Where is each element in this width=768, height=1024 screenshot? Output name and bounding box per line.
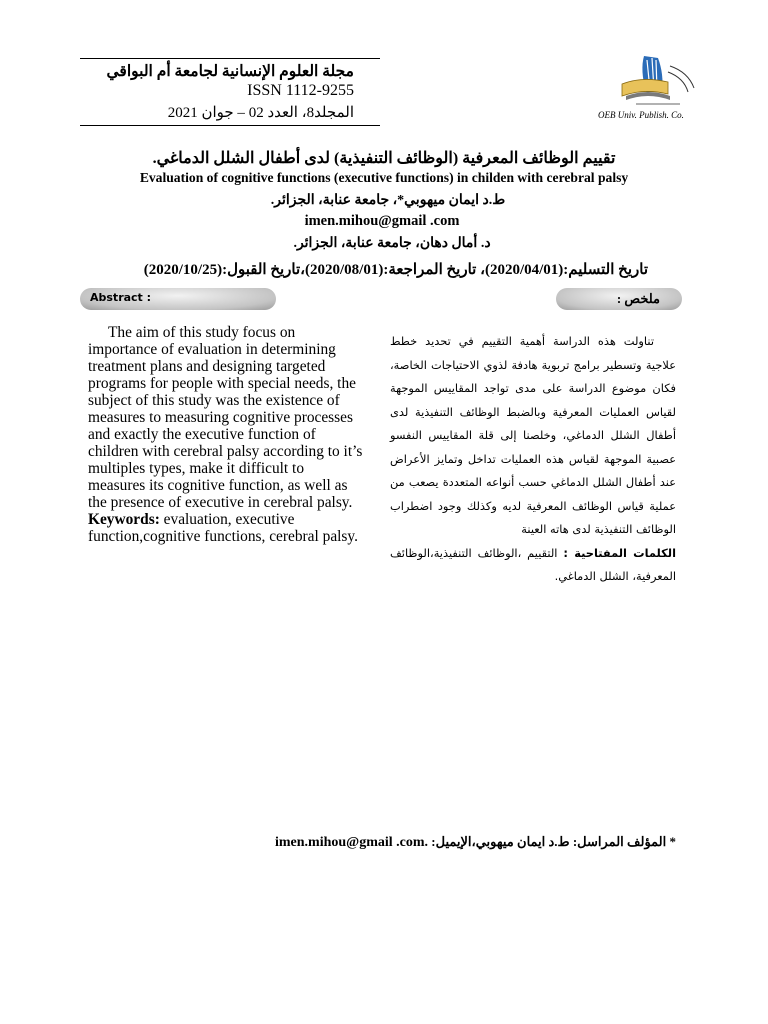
abstract-label-pill <box>80 288 276 310</box>
keywords-arabic-label: الكلمات المفتاحية : <box>563 545 676 560</box>
volume-issue: المجلد8، العدد 02 – جوان 2021 <box>167 105 354 121</box>
corresponding-author-footnote <box>275 834 676 851</box>
abstract-label: Abstract : <box>90 291 152 304</box>
header-bottom-rule <box>80 125 380 126</box>
university-emblem-icon <box>592 52 704 110</box>
abstract-english <box>88 324 364 545</box>
abstract-arabic-body: تناولت هذه الدراسة أهمية التقييم في تحديد خطط علاجية وتسطير برامج تربوية هادفة لذوي الاحتياجات الخاصة، فكان موضوع الدراسة على مدى تواجد المقاييس الموجهة لقياس العمليات المعرفية وبالضبط الوظائف التنفيذية لدى أطفال الشلل الدماغي، وخلصنا إلى قلة المقاييس النفسو عصبية الموجهة لقياس هذه العمليات تداخل وتمايز الأعراض عند أطفال الشلل الدماغي حسب أنواعه المتعددة يصعب من عملية قياس الوظائف المعرفية لديه وكذلك وجود اضطراب الوظائف التنفيذية لدى هاته العينة <box>390 334 676 536</box>
keywords-label: Keywords: <box>88 511 160 528</box>
keywords-english <box>88 511 364 545</box>
title-arabic: تقييم الوظائف المعرفية (الوظائف التنفيذية) لدى أطفال الشلل الدماغي. <box>152 150 616 167</box>
keywords-list: evaluation, executive function,cognitive functions, cerebral palsy. <box>88 511 358 545</box>
header-top-rule <box>80 58 380 59</box>
footnote-email: imen.mihou@gmail .com. <box>275 835 429 850</box>
abstract-english-body: The aim of this study focus on importance of evaluation in determining treatment plans and designing targeted programs for people with special needs, the subject of this study was the existence of measures to measuring cognitive processes and exactly the executive function of children with cerebral palsy according to it’s multiples types, make it difficult to measures its cognitive function, as well as the presence of executive in cerebral palsy. <box>88 324 363 511</box>
title-english: Evaluation of cognitive functions (executive functions) in childen with cerebral palsy <box>139 170 629 185</box>
keywords-arabic-list: التقييم ،الوظائف التنفيذية،الوظائف المعرفية، الشلل الدماغي. <box>390 545 676 583</box>
author-email: imen.mihou@gmail .com <box>304 213 460 229</box>
author-2: د. أمال دهان، جامعة عنابة، الجزائر. <box>293 236 491 251</box>
publisher-logo <box>592 52 704 126</box>
abstract-arabic <box>390 330 676 589</box>
author-1: ط.د ايمان ميهوبي*، جامعة عنابة، الجزائر. <box>270 193 506 208</box>
arabic-abstract-label: ملخص : <box>616 291 660 306</box>
footnote-label: * المؤلف المراسل: ط.د ايمان ميهوبي،الإيميل: <box>428 834 676 849</box>
issn: ISSN 1112-9255 <box>247 82 354 99</box>
arabic-abstract-label-pill <box>556 288 682 310</box>
keywords-arabic <box>390 542 676 589</box>
journal-header <box>80 58 380 126</box>
journal-name: مجلة العلوم الإنسانية لجامعة أم البواقي <box>106 63 354 80</box>
submission-dates: تاريخ التسليم:(2020/04/01)، تاريخ المراجعة:(2020/08/01)،تاريخ القبول:(2020/10/25) <box>143 262 648 278</box>
logo-caption: OEB Univ. Publish. Co. <box>598 110 684 120</box>
